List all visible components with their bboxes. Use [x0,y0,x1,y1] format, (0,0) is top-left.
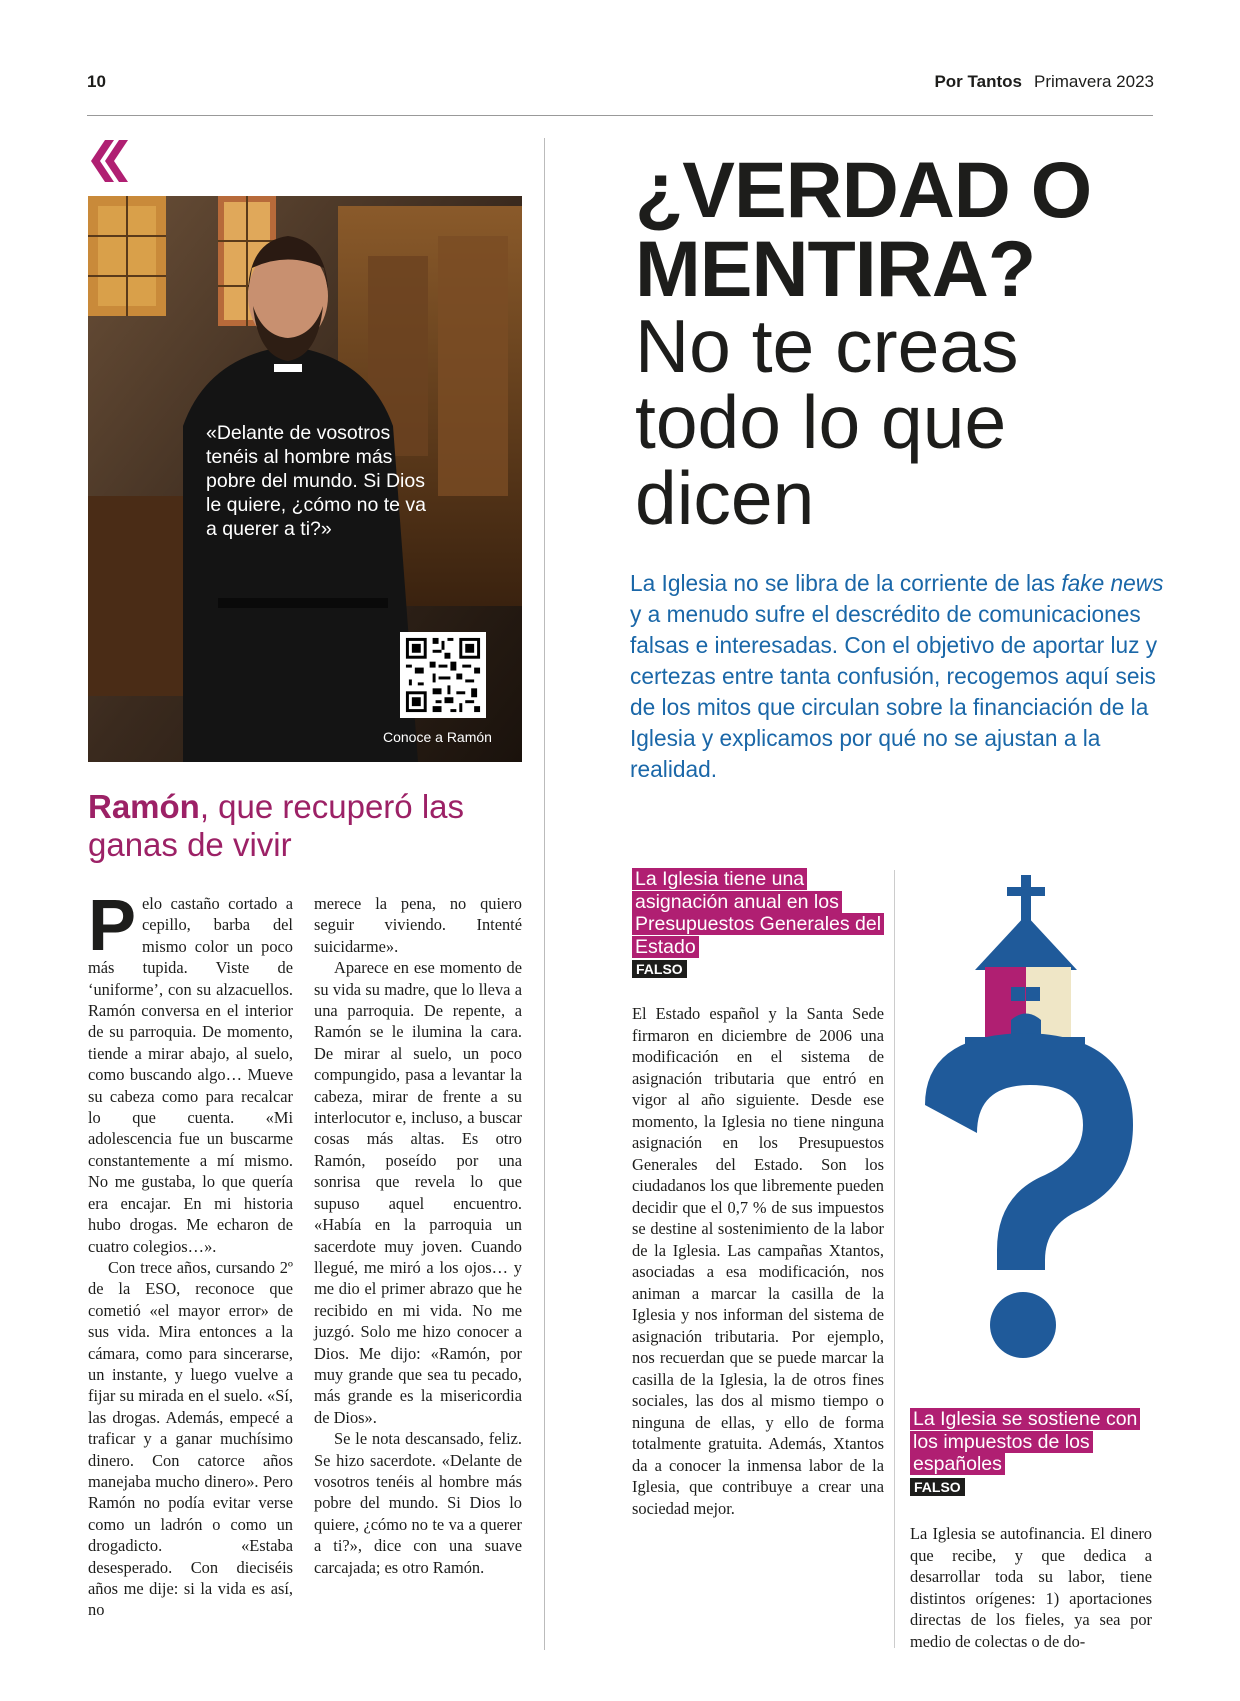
question-mark-church-illustration [905,875,1155,1365]
myth-body: El Estado español y la Santa Sede firmaron en diciembre de 2006 una modificación en el sistema de asignación tributaria que entró en vigor al año siguiente. Desde ese momento, la Iglesia no tiene ninguna asignación en los Presupuestos Generales del Estado. Son los ciudadanos los que libremente pueden decidir que el 0,7 % de sus impuestos se destine al sostenimiento de la labor de la Iglesia. Las campañas Xtantos, asociadas a esa modificación, nos animan a marcar la casilla de la Iglesia y nos informan del sistema de asignación tributaria. Por ejemplo, nos recuerdan que se puede marcar la casilla de la Iglesia, la de otros fines sociales, las dos al mismo tiempo o ninguna de ellas, y ello de forma totalmente gratuita. Además, Xtantos da a conocer la inmensa labor de la Iglesia, que contribuye a crear una sociedad mejor. [632,1004,884,1518]
lead-text: La Iglesia no se libra de la corriente de las [630,570,1062,596]
story-column-2 [314,893,522,1578]
story-column-1 [88,886,293,1621]
publication-name: Por Tantos [934,72,1022,91]
story-headline [88,788,528,864]
story-headline-rest: , que recuperó las ganas de vivir [88,788,465,863]
story-headline-name: Ramón [88,788,200,825]
double-chevron-left-icon [87,138,129,184]
qr-caption: Conoce a Ramón [383,729,492,745]
myth-column-divider [894,870,895,1648]
story-paragraph: elo castaño cortado a cepillo, barba del mismo color un poco más tupida. Viste de ‘uniforme’, con su alzacuellos. Ramón conversa en el interior de su parroquia. De momento, tiende a mirar abajo, al suelo, como buscando algo… Mueve su cabeza como para recalcar lo que cuenta. «Mi adolescencia fue un buscarme constantemente a mí mismo. No me gustaba, lo que quería era encajar. En mi historia hubo drogas. Me echaron de cuatro colegios…». [88,894,293,1256]
lead-italic: fake news [1061,570,1164,596]
myth-heading [632,868,882,979]
feature-subtitle: No te creas todo lo que dicen [635,304,1019,540]
myth-body: La Iglesia se autofinancia. El dinero que recibe, y que dedica a desarrollar toda su labor, tiene distintos orígenes: 1) aportaciones directas de los fieles, ya sea por medio de colectas o de do- [910,1524,1152,1651]
story-paragraph: merece la pena, no quiero seguir viviendo. Intenté suicidarme». [314,894,522,956]
story-paragraph: Aparece en ese momento de su vida su madre, que lo lleva a una parroquia. De repente, a Ramón se le ilumina la cara. De mirar al suelo, un poco compungido, pasa a levantar la cabeza, mirar de frente a su interlocutor e, incluso, a buscar cosas más altas. Es otro Ramón, poseído por una sonrisa que revela lo que supuso aquel encuentro. «Había en la parroquia un sacerdote muy joven. Cuando llegué, me miró a los ojos… y me dio el primer abrazo que he recibido en mi vida. No me juzgó. Solo me hizo conocer a Dios. Me dijo: «Ramón, por muy grande que sea tu pecado, más grande es la misericordia de Dios». [314,958,522,1427]
drop-cap: P [88,886,137,966]
edition-label: Primavera 2023 [1033,72,1154,91]
page-number: 10 [87,72,106,91]
myth-title: La Iglesia se sostiene con los impuestos de los españoles [910,1408,1140,1475]
myth-title: La Iglesia tiene una asignación anual en los Presupuestos Generales del Estado [632,868,884,958]
feature-title: ¿VERDAD O MENTIRA? [635,145,1092,313]
story-paragraph: Se le nota descansado, feliz. Se hizo sacerdote. «Delante de vosotros tenéis al hombre más pobre del mundo. Si Dios lo quiere, ¿cómo no te va a querer a ti?», dice con una suave carcajada; es otro Ramón. [314,1429,522,1577]
photo-quote: «Delante de vosotros tenéis al hombre más pobre del mundo. Si Dios le quiere, ¿cómo no te va a querer a ti?» [206,422,427,540]
qr-code[interactable] [400,632,486,718]
publication-header [934,72,1154,92]
verdict-badge: FALSO [910,1478,965,1496]
lead-text: y a menudo sufre el descrédito de comunicaciones falsas e interesadas. Con el objetivo de aportar luz y certezas entre tanta confusión, recogemos aquí seis de los mitos que circulan sobre la financiación de la Iglesia y explicamos por qué no se ajustan a la realidad. [630,601,1158,782]
feature-lead [630,568,1170,785]
myth-heading [910,1408,1140,1497]
priest-photo [88,196,522,762]
header-divider [87,115,1153,116]
story-paragraph: Con trece años, cursando 2º de la ESO, reconoce que cometió «el mayor error» de sus vida. Mira entonces a la cámara, como para sincerarse, un instante, y luego vuelve a fijar su mirada en el suelo. «Sí, las drogas. Además, empecé a traficar y a ganar muchísimo dinero. Con catorce años manejaba mucho dinero». Pero Ramón no podía evitar verse como un ladrón o como un drogadicto. «Estaba desesperado. Con dieciséis años me dije: si la vida es así, no [88,1257,293,1620]
column-divider [544,138,545,1650]
verdict-badge: FALSO [632,960,687,978]
